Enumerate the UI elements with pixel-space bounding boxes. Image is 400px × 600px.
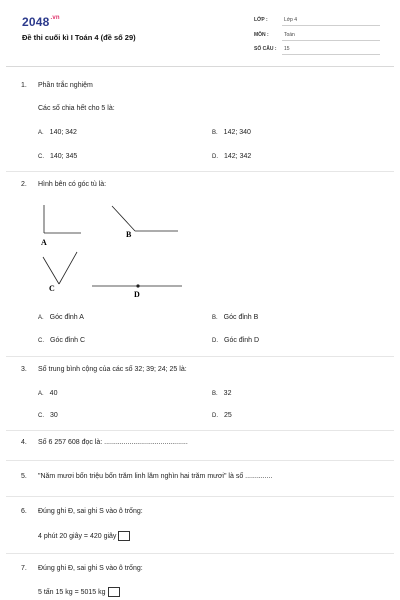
meta-underline [282,54,380,55]
header-divider [6,66,394,67]
option-text: Góc đỉnh A [49,314,84,321]
answer-box[interactable] [108,587,120,597]
divider [6,171,394,172]
option-text: 30 [50,412,58,419]
option-text: Góc đỉnh D [224,337,260,344]
question-title: Đúng ghi Đ, sai ghi S vào ô trống: [38,565,143,572]
option-letter: A. [38,130,44,136]
meta-key: SỐ CÂU : [254,46,277,52]
q3-option-a[interactable] [38,390,57,397]
meta-row-subject [254,32,380,40]
question-number: 2. [21,181,27,188]
question-number: 4. [21,439,27,446]
angle-b [112,206,178,239]
angle-d-label: D [134,290,140,299]
option-letter: C. [38,338,44,344]
meta-value: 15 [284,46,290,52]
option-text: 142; 342 [224,153,252,160]
q1-option-d[interactable] [212,153,251,160]
divider [6,430,394,431]
option-letter: B. [212,315,218,321]
meta-row-count [254,46,380,54]
option-letter: A. [38,315,44,321]
q1-option-b[interactable] [212,129,251,136]
question-1-prompt: Các số chia hết cho 5 là: [38,105,115,112]
q2-option-a[interactable] [38,314,84,321]
option-letter: D. [212,338,218,344]
option-letter: B. [212,391,218,397]
angles-figure [0,195,400,305]
meta-underline [282,40,380,41]
divider [6,460,394,461]
option-text: 140; 345 [50,153,78,160]
angle-c-label: C [49,284,55,293]
logo-text: 2048 [22,15,50,29]
divider [6,356,394,357]
angle-b-label: B [126,230,132,239]
question-title: Phần trắc nghiệm [38,82,93,89]
meta-underline [282,25,380,26]
answer-box[interactable] [118,531,130,541]
question-title: Số trung bình cộng của các số 32; 39; 24; 25 là: [38,366,187,373]
angle-d [92,284,182,299]
option-letter: D. [212,154,218,160]
angle-a [41,205,81,247]
angle-a-label: A [41,238,47,247]
question-6-statement [38,531,130,541]
option-text: 40 [49,390,58,397]
q3-option-c[interactable] [38,412,58,419]
question-number: 7. [21,565,27,572]
divider [6,553,394,554]
angle-c [43,252,77,293]
meta-key: MÔN : [254,32,269,38]
option-letter: C. [38,413,44,419]
question-title: "Năm mươi bốn triệu bốn trăm linh lăm nghìn hai trăm mươi" là số .............. [38,473,273,480]
q3-option-d[interactable] [212,412,232,419]
option-letter: C. [38,154,44,160]
option-text: Góc đỉnh B [223,314,259,321]
option-text: 25 [224,412,232,419]
q2-option-c[interactable] [38,337,85,344]
meta-key: LỚP : [254,17,268,23]
question-7-statement [38,587,120,597]
option-text: 32 [223,390,232,397]
q3-option-b[interactable] [212,390,231,397]
document-title: Đề thi cuối kì I Toán 4 (đề số 29) [22,33,136,42]
q2-option-b[interactable] [212,314,258,321]
option-text: 140; 342 [49,129,77,136]
logo [22,15,60,29]
option-letter: B. [212,130,218,136]
divider [6,496,394,497]
question-number: 6. [21,508,27,515]
q2-option-d[interactable] [212,337,259,344]
question-title: Số 6 257 608 đọc là: ........................................... [38,439,188,446]
question-number: 3. [21,366,27,373]
meta-row-class [254,17,380,25]
meta-value: Toán [284,32,295,38]
question-title: Đúng ghi Đ, sai ghi S vào ô trống: [38,508,143,515]
option-letter: D. [212,413,218,419]
statement-text: 4 phút 20 giây = 420 giây [38,532,117,540]
question-number: 5. [21,473,27,480]
option-letter: A. [38,391,44,397]
q1-option-a[interactable] [38,129,77,136]
option-text: 142; 340 [223,129,251,136]
statement-text: 5 tấn 15 kg = 5015 kg [38,588,106,596]
option-text: Góc đỉnh C [50,337,86,344]
q1-option-c[interactable] [38,153,77,160]
question-title: Hình bên có góc tù là: [38,181,107,188]
meta-value: Lớp 4 [284,17,298,23]
logo-suffix: .vn [50,15,60,21]
question-number: 1. [21,82,27,89]
